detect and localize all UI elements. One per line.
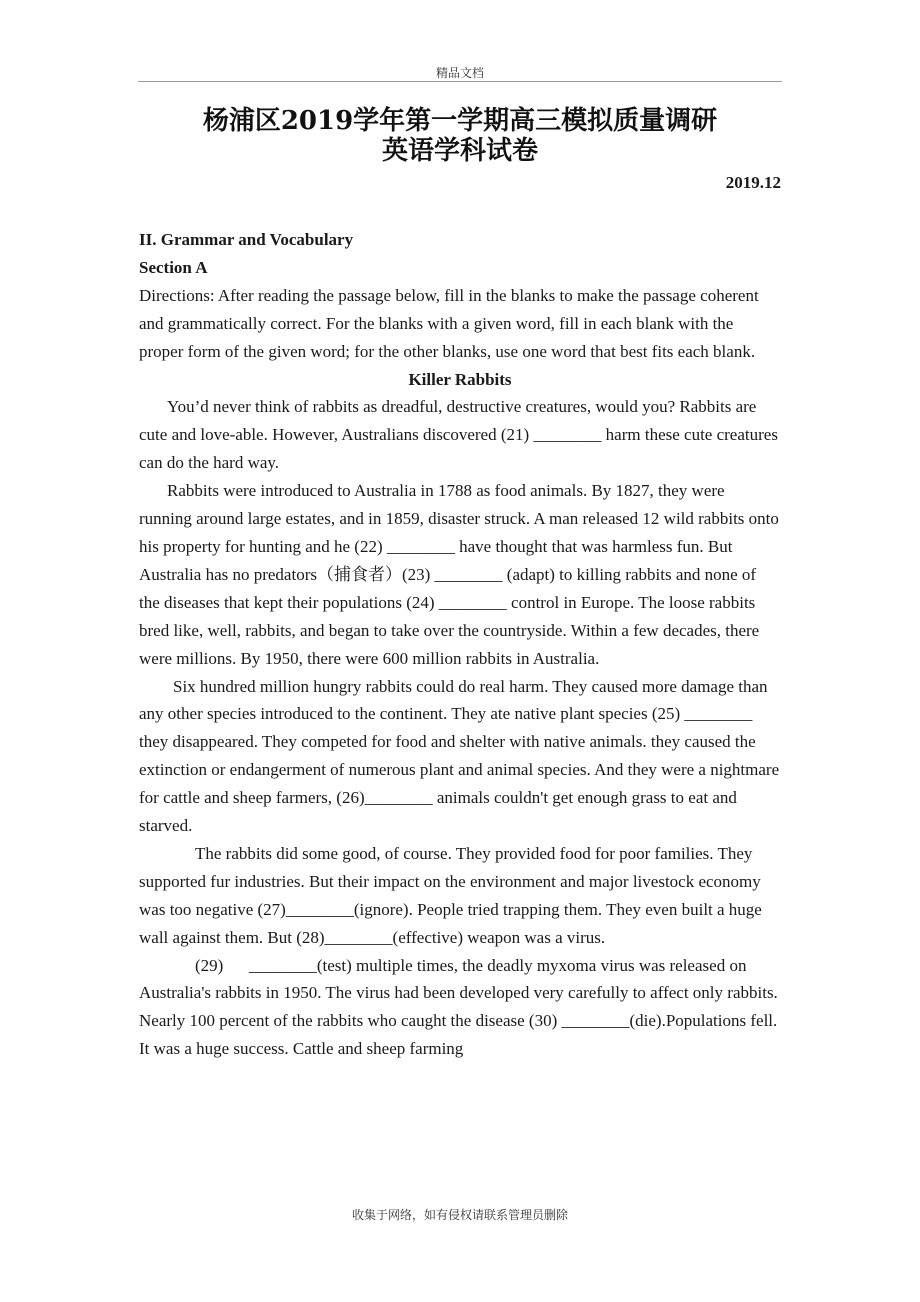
- passage-paragraph-2: Rabbits were introduced to Australia in 1788 as food animals. By 1827, they were running around large estates, and in 1859, disaster struck. A man released 12 wild rabbits onto his property for hunting and he (22) ________ have thought that was harmless fun. But Australia has no predators（捕食者）(23) ________ (adapt) to killing rabbits and none of the diseases that kept their populations (24) ________ control in Europe. The loose rabbits bred like, well, rabbits, and began to take over the countryside. Within a few decades, there were millions. By 1950, there were 600 million rabbits in Australia.: [139, 481, 779, 668]
- passage-paragraph-3: Six hundred million hungry rabbits could do real harm. They caused more damage than any other species introduced to the continent. They ate native plant species (25) ________ they disappeared. They competed for food and shelter with native animals. they caused the extinction or endangerment of numerous plant and animal species. And they were a nightmare for cattle and sheep farmers, (26)________ animals couldn't get enough grass to eat and starved.: [139, 676, 780, 836]
- section-heading: II. Grammar and Vocabulary: [139, 230, 354, 249]
- header-divider: [138, 81, 782, 82]
- section-subheading: Section A: [139, 257, 208, 277]
- passage-paragraph-1: You’d never think of rabbits as dreadful, destructive creatures, would you? Rabbits are cute and love-able. However, Australians discovered (21) ________ harm these cute creatures can do the hard way.: [139, 397, 778, 473]
- page-header-label: 精品文档: [435, 66, 484, 80]
- exam-date: 2019.12: [725, 173, 781, 192]
- directions-text: Directions: After reading the passage below, fill in the blanks to make the passage coherent and grammatically correct. For the blanks with a given word, fill in each blank with the proper form of the given word; for the other blanks, use one word that best fits each blank.: [139, 285, 759, 361]
- passage-title: Killer Rabbits: [408, 369, 512, 389]
- passage-paragraph-5: (29) ________(test) multiple times, the deadly myxoma virus was released on Australia's rabbits in 1950. The virus had been developed very carefully to affect only rabbits. Nearly 100 percent of the rabbits who caught the disease (30) ________(die).Populations fell. It was a huge success. Cattle and sheep farming: [139, 955, 783, 1059]
- document-body: [139, 226, 781, 1063]
- page-footer-label: 收集于网络，如有侵权请联系管理员删除: [351, 1208, 568, 1222]
- exam-title-line1: 杨浦区2019学年第一学期高三模拟质量调研: [202, 106, 718, 136]
- exam-title-line2: 英语学科试卷: [381, 136, 538, 166]
- passage-paragraph-4: The rabbits did some good, of course. They provided food for poor families. They supported fur industries. But their impact on the environment and major livestock economy was too negative (27)________(ignore). People tried trapping them. They even built a huge wall against them. But (28)________(effective) weapon was a virus.: [139, 843, 762, 947]
- exam-title: [0, 106, 920, 166]
